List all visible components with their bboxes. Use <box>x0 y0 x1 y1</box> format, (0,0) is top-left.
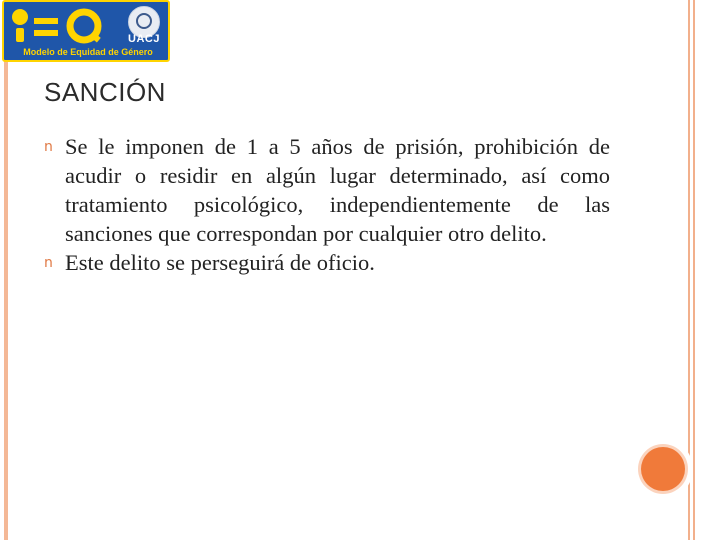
slide-title: SANCIÓN <box>44 77 166 107</box>
university-seal-label: UACJ <box>128 33 160 45</box>
logo-caption: Modelo de Equidad de Género <box>23 47 153 57</box>
bullet-text: Este delito se perseguirá de oficio. <box>65 250 375 275</box>
logo <box>2 0 170 62</box>
list-item <box>44 248 610 277</box>
right-border-rule <box>693 0 695 540</box>
decorative-circle-icon <box>641 447 685 491</box>
left-border-rule <box>4 60 8 540</box>
bullet-text: Se le imponen de 1 a 5 años de prisión, prohibición de acudir o residir en algún lugar determinado, así como tratamiento psicológico, independientemente de las sanciones que correspondan por cualquier otro delito. <box>65 134 610 246</box>
square-bullet-icon: n <box>44 139 53 155</box>
equality-symbol-icon <box>8 6 124 46</box>
bullet-list <box>44 132 610 277</box>
square-bullet-icon: n <box>44 255 53 271</box>
list-item <box>44 132 610 248</box>
